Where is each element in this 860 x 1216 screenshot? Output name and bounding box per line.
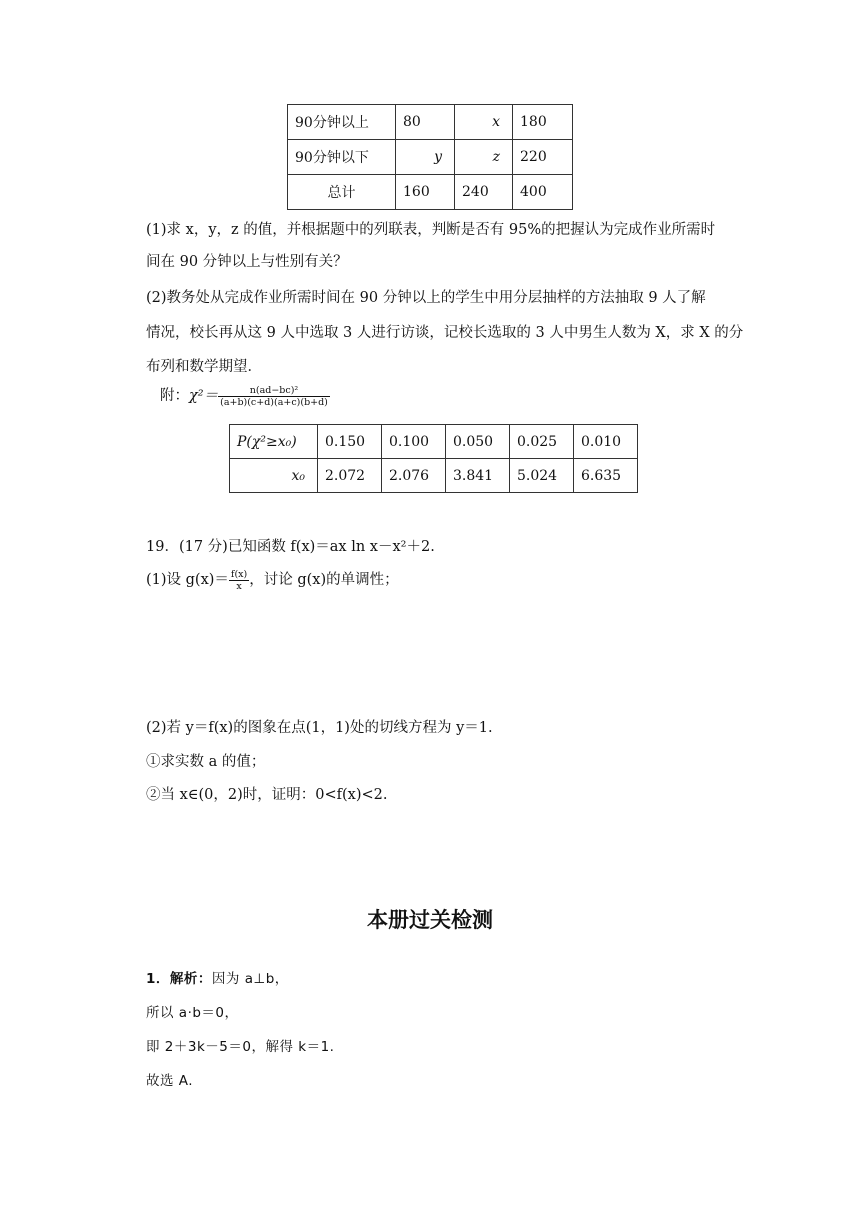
q19-stem: 19．(17 分)已知函数 f(x)＝ax ln x－x²＋2. — [146, 539, 435, 555]
formula-numerator: n(ad−bc)² — [249, 384, 299, 396]
formula-prefix: 附： — [160, 388, 189, 404]
q19-fraction-denominator: x — [229, 580, 249, 592]
solution-line3: 即 2＋3k－5＝0，解得 k＝1. — [146, 1039, 335, 1055]
table-row — [230, 425, 638, 459]
table-header-cell: P(χ²≥x₀) — [230, 425, 318, 459]
q18-part1-line2: 间在 90 分钟以上与性别有关？ — [146, 254, 348, 270]
solution-label: 1．解析： — [146, 971, 212, 987]
table-cell: 160 — [396, 175, 455, 210]
formula-fraction — [218, 385, 330, 408]
q19-fraction — [229, 569, 249, 592]
table-cell: 240 — [455, 175, 513, 210]
table-cell: x — [455, 105, 513, 140]
table-header-cell: 0.150 — [318, 425, 382, 459]
contingency-table — [287, 104, 573, 210]
table-cell: y — [396, 140, 455, 175]
table-cell: 90分钟以下 — [288, 140, 396, 175]
table-row — [288, 175, 573, 210]
formula-chi: χ²＝ — [189, 388, 219, 404]
q18-part2-line2: 情况，校长再从这 9 人中选取 3 人进行访谈，记校长选取的 3 人中男生人数为 X，求 X 的分 — [146, 325, 744, 341]
formula-denominator: (a+b)(c+d)(a+c)(b+d) — [220, 396, 328, 408]
q19-part2-b: ②当 x∈(0，2)时，证明：0<f(x)<2. — [146, 787, 388, 803]
q18-part2-line1: (2)教务处从完成作业所需时间在 90 分钟以上的学生中用分层抽样的方法抽取 9 人了解 — [146, 290, 706, 306]
q19-part1-suffix: ，讨论 g(x)的单调性； — [249, 572, 399, 588]
table-cell: z — [455, 140, 513, 175]
q19-part2: (2)若 y＝f(x)的图象在点(1，1)处的切线方程为 y＝1. — [146, 720, 493, 736]
page-title: 本册过关检测 — [367, 908, 493, 932]
table-cell: 6.635 — [574, 459, 638, 493]
table-cell: 2.072 — [318, 459, 382, 493]
table-row — [230, 459, 638, 493]
table-row — [288, 140, 573, 175]
solution-line4: 故选 A. — [146, 1073, 194, 1089]
table-cell: 400 — [513, 175, 573, 210]
table-cell: 2.076 — [382, 459, 446, 493]
table-header-cell: 0.050 — [446, 425, 510, 459]
table-cell: 总计 — [288, 175, 396, 210]
q19-part1 — [146, 568, 399, 592]
q19-part1-prefix: (1)设 g(x)＝ — [146, 572, 229, 588]
table-row — [288, 105, 573, 140]
solution-line1 — [146, 967, 289, 987]
table-cell: x₀ — [230, 459, 318, 493]
chi-square-formula — [160, 384, 330, 408]
q19-fraction-numerator: f(x) — [230, 568, 248, 580]
table-cell: 3.841 — [446, 459, 510, 493]
table-cell: 80 — [396, 105, 455, 140]
table-cell: 5.024 — [510, 459, 574, 493]
solution-line2: 所以 a·b＝0， — [146, 1005, 239, 1021]
solution-line1-text: 因为 a⊥b， — [211, 971, 289, 987]
critical-value-table — [229, 424, 638, 493]
q18-part1-line1: (1)求 x，y，z 的值，并根据题中的列联表，判断是否有 95%的把握认为完成作业所需时 — [146, 222, 716, 238]
table-header-cell: 0.100 — [382, 425, 446, 459]
table-cell: 90分钟以上 — [288, 105, 396, 140]
table-cell: 220 — [513, 140, 573, 175]
q19-part2-a: ①求实数 a 的值； — [146, 754, 266, 770]
q18-part2-line3: 布列和数学期望． — [146, 359, 262, 375]
table-cell: 180 — [513, 105, 573, 140]
table-header-cell: 0.010 — [574, 425, 638, 459]
table-header-cell: 0.025 — [510, 425, 574, 459]
